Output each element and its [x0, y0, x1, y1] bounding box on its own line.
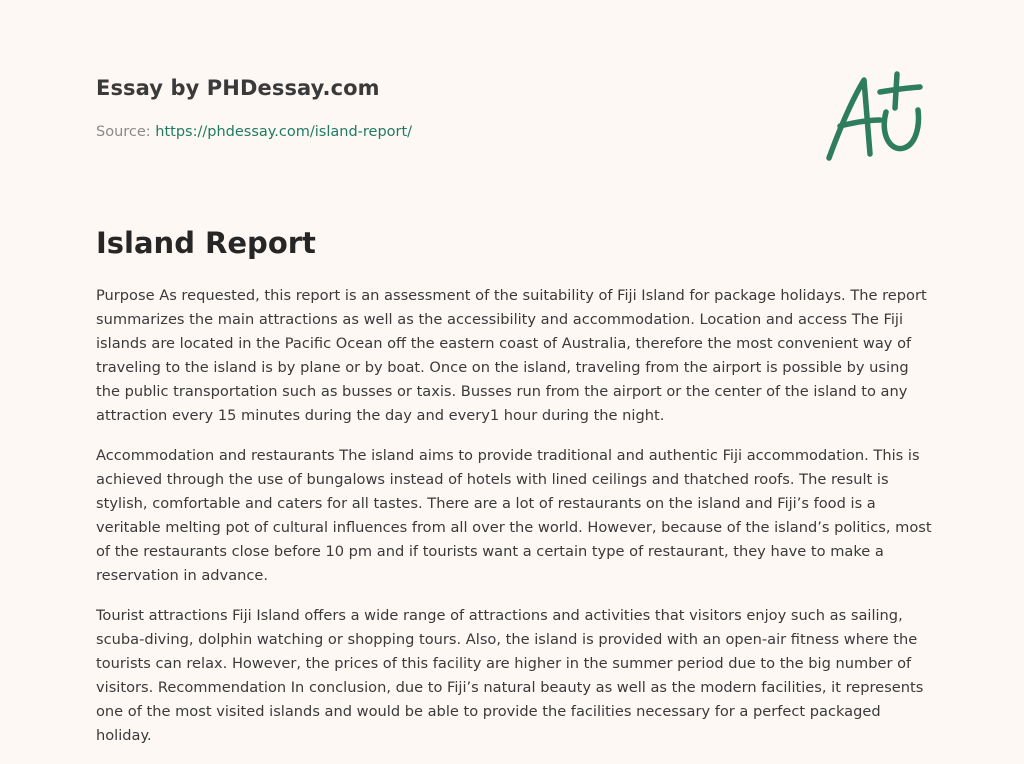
- a-plus-grade-icon: [822, 68, 928, 166]
- source-line: [96, 124, 412, 140]
- source-label: Source:: [96, 124, 151, 140]
- paragraph: Accommodation and restaurants The island aims to provide traditional and authentic Fiji accommodation. This is achieved through the use of bungalows instead of hotels with lined ceilings and thatched roofs. The result is stylish, comfortable and caters for all tastes. There are a lot of restaurants on the island and Fiji’s food is a veritable melting pot of cultural influences from all over the world. However, because of the island’s politics, most of the restaurants close before 10 pm and if tourists want a certain type of restaurant, they have to make a reservation in advance.: [96, 447, 932, 584]
- source-link[interactable]: https://phdessay.com/island-report/: [155, 124, 413, 140]
- article-body: [96, 284, 932, 764]
- page-title: Island Report: [96, 226, 316, 260]
- paragraph: Purpose As requested, this report is an assessment of the suitability of Fiji Island for package holidays. The report summarizes the main attractions as well as the accessibility and accommodation. Location and access The Fiji islands are located in the Pacific Ocean off the eastern coast of Australia, therefore the most convenient way of traveling to the island is by plane or by boat. Once on the island, traveling from the airport is possible by using the public transportation such as busses or taxis. Busses run from the airport or the center of the island to any attraction every 15 minutes during the day and every1 hour during the night.: [96, 287, 927, 424]
- site-brand: Essay by PHDessay.com: [96, 76, 380, 100]
- paragraph: Tourist attractions Fiji Island offers a wide range of attractions and activities that visitors enjoy such as sailing, scuba-diving, dolphin watching or shopping tours. Also, the island is provided with an open-air fitness where the tourists can relax. However, the prices of this facility are higher in the summer period due to the big number of visitors. Recommendation In conclusion, due to Fiji’s natural beauty as well as the modern facilities, it represents one of the most visited islands and would be able to provide the facilities necessary for a perfect packaged holiday.: [96, 607, 924, 744]
